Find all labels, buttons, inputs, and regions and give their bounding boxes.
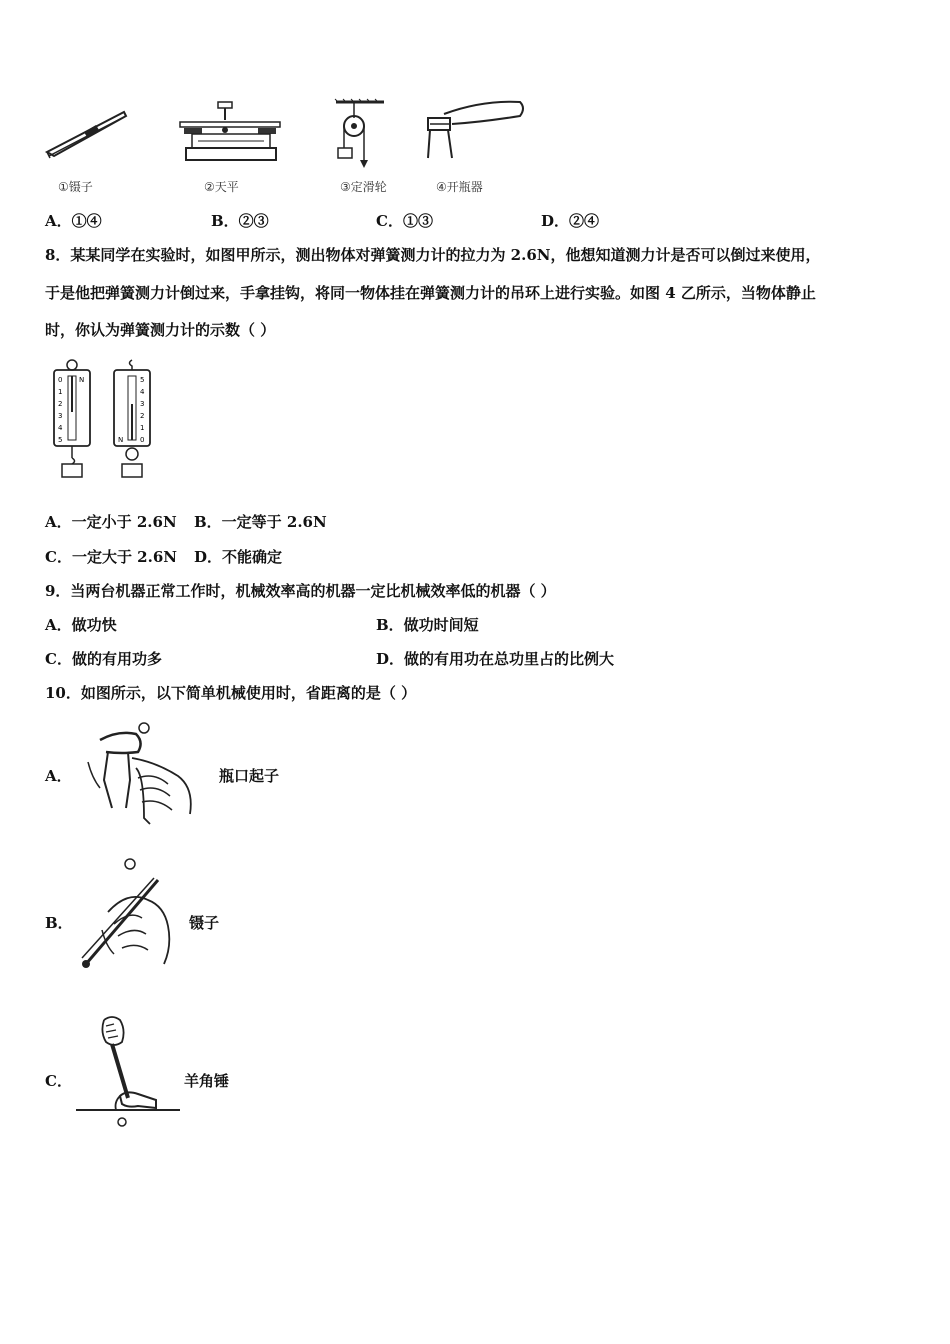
fixed-pulley-icon [334,98,386,170]
bottle-opener-icon [422,100,526,162]
scale-b-unit: N [118,436,124,444]
q10-option-c-label: 羊角锤 [184,1072,230,1090]
scale-a-tick-5: 5 [58,436,63,444]
q8-stem-line-1: 8．某某同学在实验时，如图甲所示，测出物体对弹簧测力计的拉力为 2.6N，他想知道测力计是否可以倒过来使用， [45,246,821,264]
scale-b-tick-4: 1 [140,424,145,432]
q9-option-a: A．做功快 [45,616,117,634]
q10-option-b-letter: B． [45,914,73,932]
spring-scale-inverted [114,360,150,477]
q8-stem-line-2: 于是他把弹簧测力计倒过来，手拿挂钩，将同一物体挂在弹簧测力计的吊环上进行实验。如图 4 乙所示，当物体静止 [45,284,816,302]
scale-a-tick-4: 4 [58,424,63,432]
q9-stem: 9．当两台机器正常工作时，机械效率高的机器一定比机械效率低的机器（ ） [45,582,556,600]
spring-scales-figure [50,358,160,484]
fig-caption-balance: ②天平 [204,180,239,194]
fig-caption-tweezers: ①镊子 [58,180,93,194]
tweezers-icon [44,104,129,164]
q8-option-a: A．一定小于 2.6N [45,513,177,531]
q7-option-b: B．②③ [211,212,269,230]
scale-a-tick-2: 2 [58,400,63,408]
q7-option-c: C．①③ [376,212,433,230]
scale-b-tick-2: 3 [140,400,145,408]
balance-icon [178,100,282,164]
bottle-opener-hand-icon [78,718,202,828]
q8-option-c: C．一定大于 2.6N [45,548,177,566]
q8-stem-line-3: 时，你认为弹簧测力计的示数（ ） [45,321,276,339]
scale-a-tick-1: 1 [58,388,63,396]
q9-option-c: C．做的有用功多 [45,650,162,668]
scale-b-tick-3: 2 [140,412,145,420]
q9-option-d: D．做的有用功在总功里占的比例大 [376,650,615,668]
q10-option-b-label: 镊子 [189,914,220,932]
q9-option-b: B．做功时间短 [376,616,479,634]
q7-option-d: D．②④ [541,212,600,230]
q10-option-a-letter: A． [45,767,72,785]
q8-option-b: B．一定等于 2.6N [194,513,327,531]
fig-caption-pulley: ③定滑轮 [340,180,387,194]
scale-a-tick-3: 3 [58,412,63,420]
scale-b-tick-5: 0 [140,436,145,444]
scale-a-tick-0: 0 [58,376,63,384]
q7-option-a: A．①④ [45,212,102,230]
spring-scale-normal [54,360,90,477]
scale-b-tick-1: 4 [140,388,145,396]
tweezers-hand-icon [78,854,188,974]
q10-stem: 10．如图所示，以下简单机械使用时，省距离的是（ ） [45,684,417,702]
claw-hammer-icon [76,1012,186,1132]
q10-option-c-letter: C． [45,1072,72,1090]
scale-b-tick-0: 5 [140,376,145,384]
q8-option-d: D．不能确定 [194,548,283,566]
scale-a-unit: N [79,376,85,384]
q10-option-a-label: 瓶口起子 [219,767,280,785]
fig-caption-opener: ④开瓶器 [436,180,483,194]
